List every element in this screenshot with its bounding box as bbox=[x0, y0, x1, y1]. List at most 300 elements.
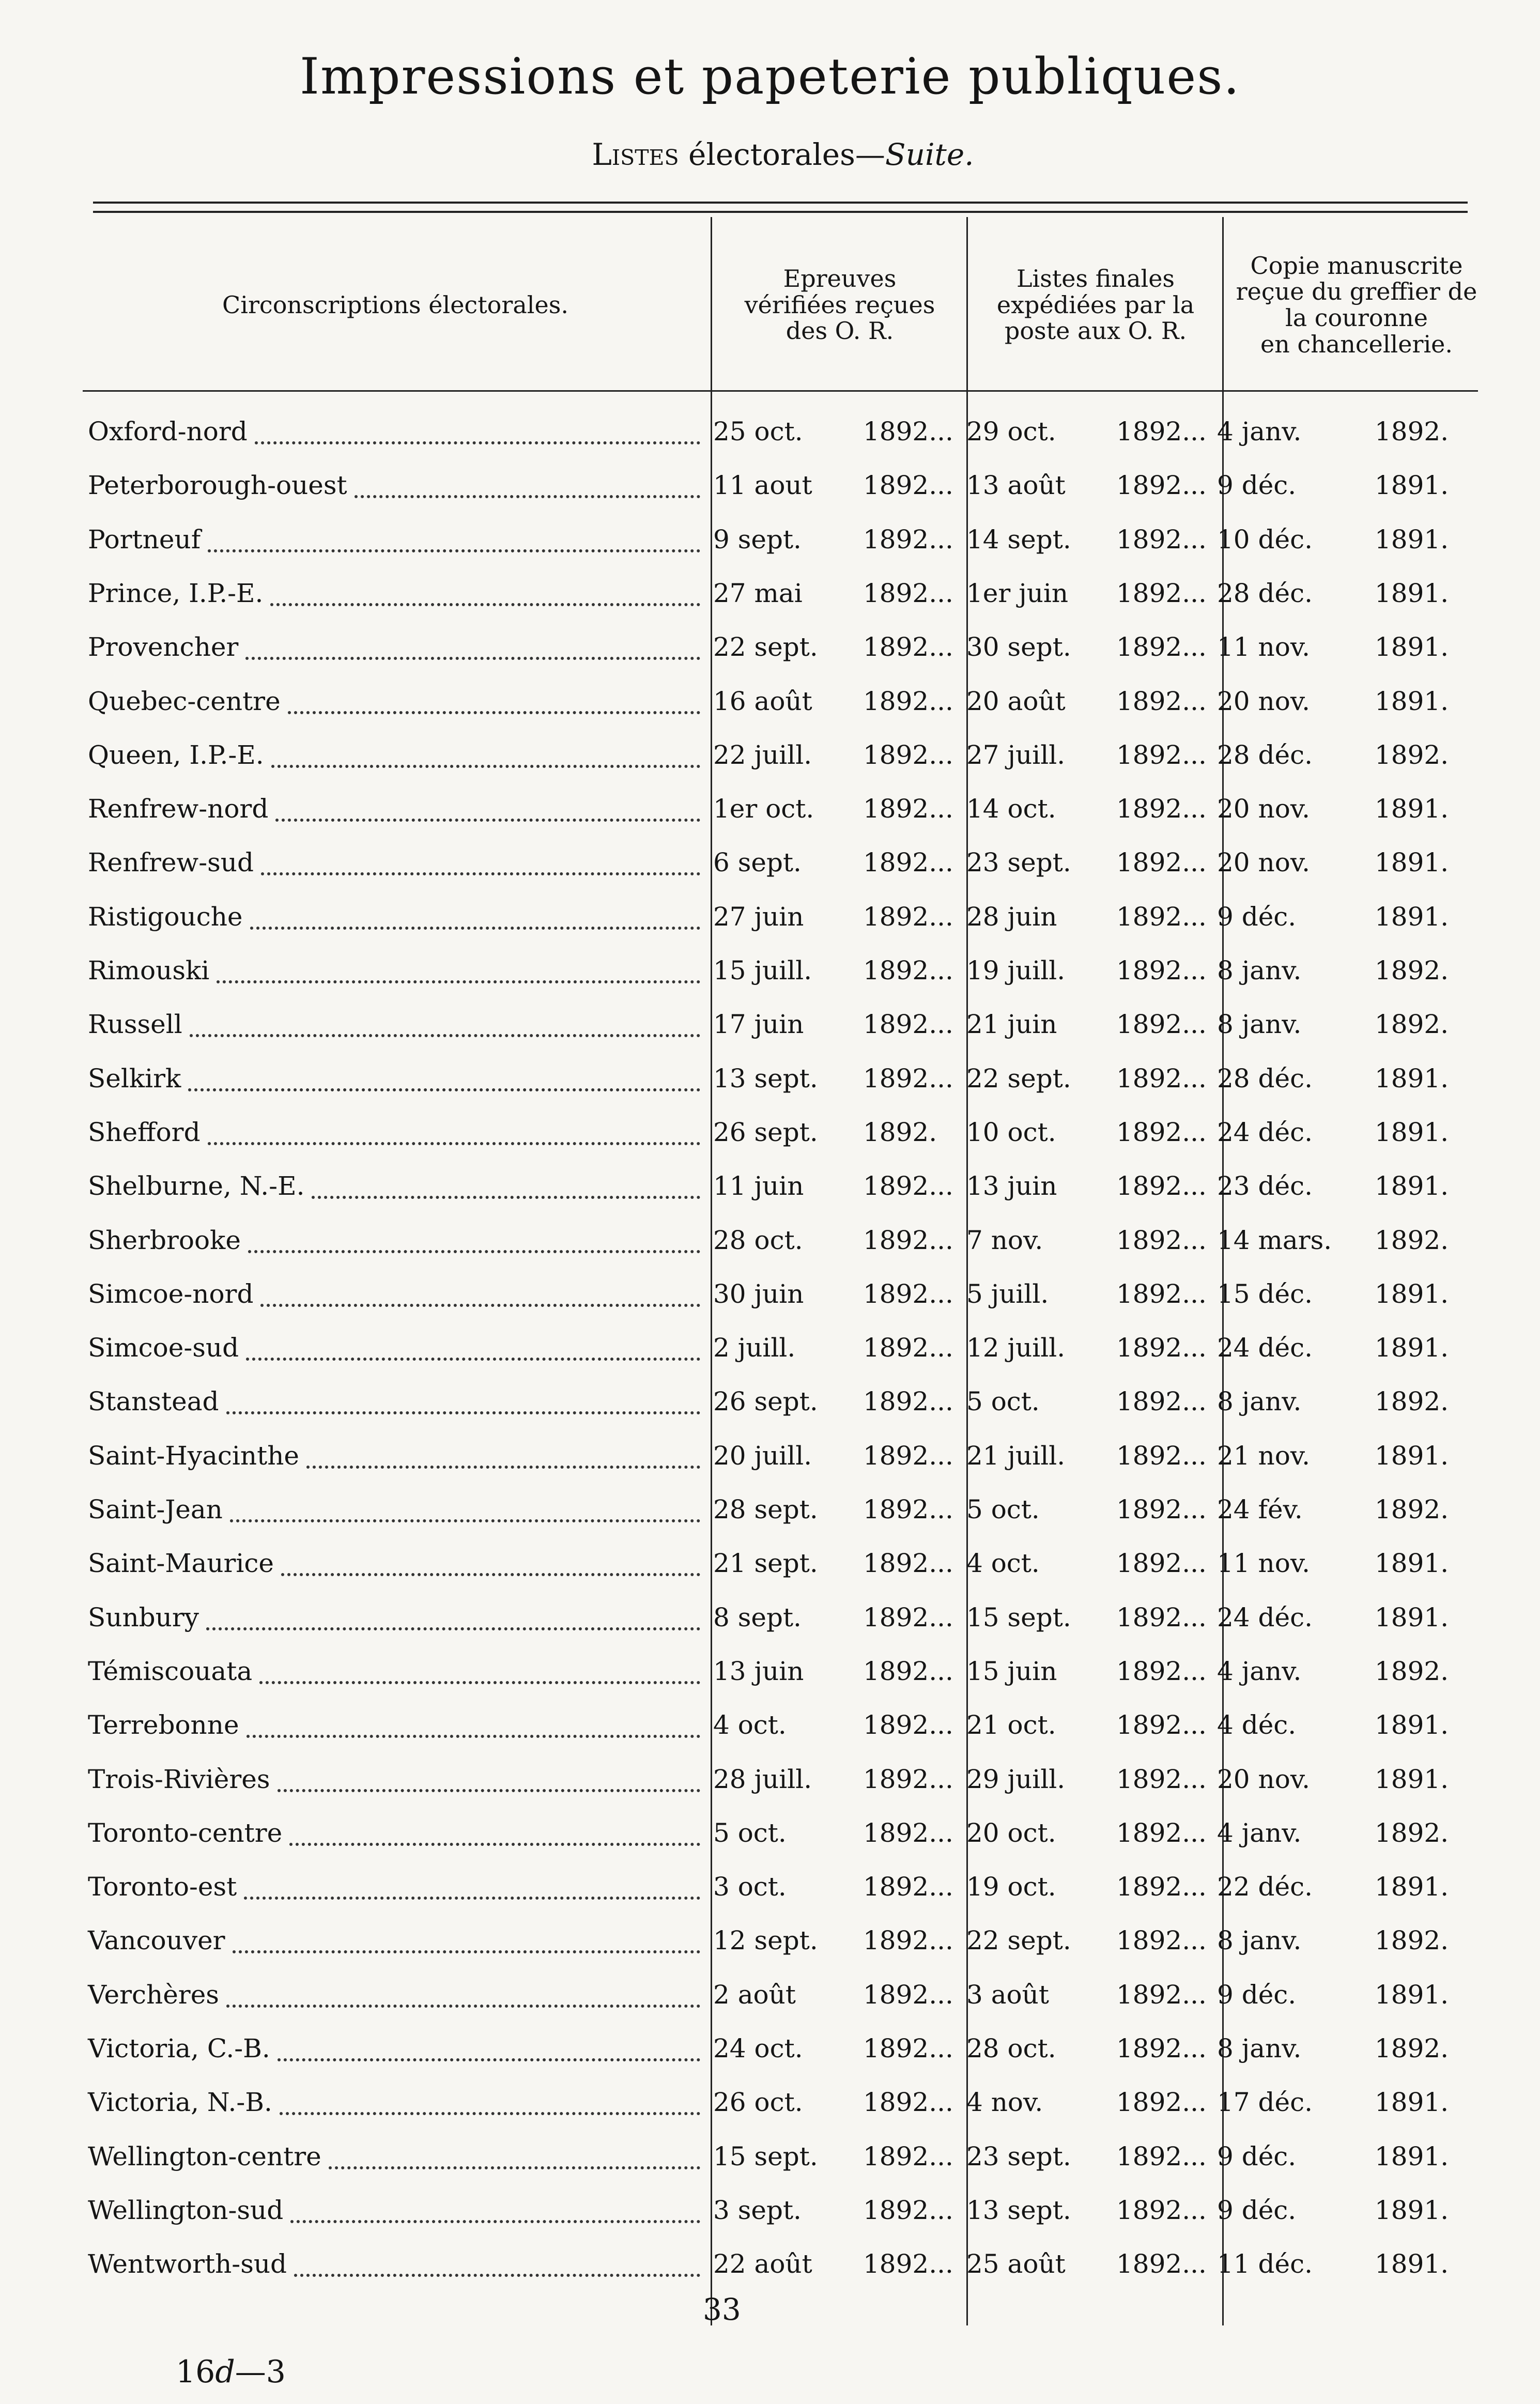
proofs-date: 15 juill. bbox=[713, 956, 812, 985]
manuscript-year: 1891. bbox=[1375, 901, 1449, 932]
proofs-date: 28 juill. bbox=[713, 1764, 812, 1794]
proofs-year: 1892... bbox=[863, 470, 953, 501]
table-row bbox=[67, 1648, 1462, 1702]
final-lists-date: 5 juill. bbox=[966, 1278, 1049, 1309]
subtitle-italic: Suite. bbox=[885, 137, 974, 172]
constituency-name: Peterborough-ouest bbox=[88, 470, 347, 501]
final-lists-year: 1892... bbox=[1116, 2249, 1207, 2279]
constituency-name: Toronto-est bbox=[88, 1872, 237, 1902]
final-lists-date: 13 août bbox=[966, 470, 1066, 501]
manuscript-date: 23 déc. bbox=[1217, 1171, 1313, 1201]
manuscript-date: 28 déc. bbox=[1217, 1063, 1313, 1093]
final-lists-date: 10 oct. bbox=[966, 1117, 1056, 1147]
table-row bbox=[67, 839, 1462, 893]
manuscript-date: 8 janv. bbox=[1217, 1009, 1302, 1040]
final-lists-year: 1892... bbox=[1116, 524, 1207, 554]
constituency-name: Sunbury bbox=[88, 1602, 199, 1632]
dot-leader bbox=[278, 1786, 700, 1792]
constituency-name: Wellington-centre bbox=[88, 2141, 321, 2171]
constituency-name: Victoria, N.-B. bbox=[88, 2087, 272, 2118]
table-row bbox=[67, 732, 1462, 785]
proofs-year: 1892... bbox=[863, 2141, 953, 2171]
final-lists-date: 15 juin bbox=[966, 1656, 1057, 1686]
constituency-name: Portneuf bbox=[88, 524, 201, 554]
table-row bbox=[67, 1432, 1462, 1486]
proofs-date: 15 sept. bbox=[713, 2141, 818, 2171]
dot-leader bbox=[290, 2217, 700, 2223]
manuscript-date: 22 déc. bbox=[1217, 1872, 1313, 1902]
table-row bbox=[67, 1540, 1462, 1594]
constituency-name: Russell bbox=[88, 1009, 182, 1040]
final-lists-year: 1892... bbox=[1116, 578, 1207, 608]
final-lists-year: 1892... bbox=[1116, 1979, 1207, 2010]
constituency-name: Saint-Maurice bbox=[88, 1548, 274, 1579]
manuscript-year: 1891. bbox=[1375, 1710, 1449, 1740]
proofs-year: 1892... bbox=[863, 1225, 953, 1255]
manuscript-date: 20 nov. bbox=[1217, 1764, 1311, 1794]
subtitle-smallcaps: Listes bbox=[592, 137, 679, 172]
manuscript-year: 1892. bbox=[1375, 417, 1449, 446]
manuscript-year: 1891. bbox=[1375, 1063, 1449, 1093]
proofs-date: 3 sept. bbox=[713, 2195, 802, 2225]
proofs-date: 4 oct. bbox=[713, 1710, 787, 1740]
proofs-year: 1892... bbox=[863, 1494, 953, 1524]
dot-leader bbox=[329, 2163, 700, 2169]
manuscript-year: 1892. bbox=[1375, 1925, 1449, 1956]
proofs-date: 20 juill. bbox=[713, 1440, 812, 1471]
final-lists-date: 5 oct. bbox=[966, 1386, 1040, 1417]
table-row bbox=[67, 1217, 1462, 1271]
proofs-date: 27 mai bbox=[713, 578, 803, 608]
manuscript-year: 1891. bbox=[1375, 1979, 1449, 2010]
final-lists-date: 20 oct. bbox=[966, 1817, 1056, 1848]
manuscript-date: 8 janv. bbox=[1217, 1925, 1302, 1956]
manuscript-date: 9 déc. bbox=[1217, 1979, 1297, 2010]
constituency-name: Selkirk bbox=[88, 1063, 181, 1093]
final-lists-date: 4 oct. bbox=[966, 1548, 1040, 1579]
proofs-date: 24 oct. bbox=[713, 2033, 803, 2063]
proofs-date: 11 juin bbox=[713, 1171, 804, 1201]
proofs-date: 26 sept. bbox=[713, 1386, 818, 1417]
table-row bbox=[67, 947, 1462, 1001]
manuscript-year: 1892. bbox=[1375, 956, 1449, 985]
final-lists-date: 21 juin bbox=[966, 1009, 1057, 1040]
proofs-year: 1892... bbox=[863, 901, 953, 932]
proofs-date: 13 juin bbox=[713, 1656, 804, 1686]
proofs-date: 21 sept. bbox=[713, 1548, 818, 1579]
header-circonscriptions: Circonscriptions électorales. bbox=[222, 290, 568, 319]
proofs-year: 1892... bbox=[863, 417, 953, 446]
manuscript-year: 1891. bbox=[1375, 1278, 1449, 1309]
dot-leader bbox=[226, 1408, 700, 1414]
final-lists-date: 15 sept. bbox=[966, 1602, 1071, 1632]
final-lists-date: 19 juill. bbox=[966, 956, 1066, 985]
manuscript-date: 24 déc. bbox=[1217, 1117, 1313, 1147]
dot-leader bbox=[294, 2271, 700, 2277]
final-lists-year: 1892... bbox=[1116, 1117, 1207, 1147]
manuscript-year: 1891. bbox=[1375, 1171, 1449, 1201]
manuscript-year: 1892. bbox=[1375, 1656, 1449, 1686]
dot-leader bbox=[306, 1462, 700, 1469]
constituency-name: Shelburne, N.-E. bbox=[88, 1171, 305, 1201]
table-row bbox=[67, 1001, 1462, 1055]
proofs-year: 1892... bbox=[863, 632, 953, 662]
proofs-date: 1er oct. bbox=[713, 794, 814, 824]
constituency-name: Queen, I.P.-E. bbox=[88, 739, 264, 770]
proofs-year: 1892... bbox=[863, 1063, 953, 1093]
manuscript-year: 1891. bbox=[1375, 1872, 1449, 1902]
table-row bbox=[67, 1594, 1462, 1648]
proofs-year: 1892... bbox=[863, 1872, 953, 1902]
proofs-date: 26 sept. bbox=[713, 1117, 818, 1147]
table-row bbox=[67, 1702, 1462, 1755]
manuscript-year: 1892. bbox=[1375, 1386, 1449, 1417]
dot-leader bbox=[250, 923, 700, 930]
manuscript-year: 1892. bbox=[1375, 1494, 1449, 1524]
final-lists-year: 1892... bbox=[1116, 2141, 1207, 2171]
table-row bbox=[67, 1378, 1462, 1432]
final-lists-date: 21 oct. bbox=[966, 1710, 1056, 1740]
manuscript-year: 1892. bbox=[1375, 2033, 1449, 2063]
constituency-name: Rimouski bbox=[88, 956, 210, 985]
manuscript-date: 4 janv. bbox=[1217, 1817, 1302, 1848]
final-lists-date: 30 sept. bbox=[966, 632, 1071, 662]
manuscript-date: 4 janv. bbox=[1217, 417, 1302, 446]
manuscript-year: 1891. bbox=[1375, 1117, 1449, 1147]
manuscript-date: 9 déc. bbox=[1217, 470, 1297, 501]
final-lists-year: 1892... bbox=[1116, 1872, 1207, 1902]
dot-leader bbox=[255, 438, 700, 444]
dot-leader bbox=[270, 600, 700, 606]
constituency-name: Simcoe-sud bbox=[88, 1333, 239, 1363]
table-row bbox=[67, 2187, 1462, 2241]
dot-leader bbox=[275, 815, 700, 822]
manuscript-year: 1891. bbox=[1375, 524, 1449, 554]
constituency-name: Quebec-centre bbox=[88, 686, 281, 716]
header-copie-manuscrite: Copie manuscrite reçue du greffier de la couronne en chancellerie. bbox=[1236, 251, 1477, 358]
final-lists-year: 1892... bbox=[1116, 794, 1207, 824]
final-lists-date: 28 juin bbox=[966, 901, 1057, 932]
proofs-year: 1892... bbox=[863, 686, 953, 716]
manuscript-date: 14 mars. bbox=[1217, 1225, 1332, 1255]
dot-leader bbox=[246, 1354, 700, 1361]
final-lists-year: 1892... bbox=[1116, 901, 1207, 932]
manuscript-date: 9 déc. bbox=[1217, 2141, 1297, 2171]
footer-document-ref bbox=[176, 2354, 286, 2390]
final-lists-year: 1892... bbox=[1116, 2195, 1207, 2225]
proofs-date: 16 août bbox=[713, 686, 812, 716]
constituency-name: Renfrew-sud bbox=[88, 847, 254, 878]
final-lists-date: 14 oct. bbox=[966, 794, 1056, 824]
final-lists-date: 4 nov. bbox=[966, 2087, 1043, 2118]
table-row bbox=[67, 1756, 1462, 1810]
dot-leader bbox=[245, 654, 700, 660]
manuscript-year: 1892. bbox=[1375, 1817, 1449, 1848]
manuscript-date: 8 janv. bbox=[1217, 1386, 1302, 1417]
final-lists-year: 1892... bbox=[1116, 1440, 1207, 1471]
final-lists-date: 19 oct. bbox=[966, 1872, 1056, 1902]
constituency-name: Sherbrooke bbox=[88, 1225, 241, 1255]
footer-ref-letter: d bbox=[215, 2354, 235, 2390]
final-lists-year: 1892... bbox=[1116, 1494, 1207, 1524]
final-lists-date: 13 juin bbox=[966, 1171, 1057, 1201]
proofs-date: 8 sept. bbox=[713, 1602, 802, 1632]
final-lists-date: 5 oct. bbox=[966, 1494, 1040, 1524]
proofs-date: 13 sept. bbox=[713, 1063, 818, 1093]
proofs-date: 28 oct. bbox=[713, 1225, 803, 1255]
dot-leader bbox=[226, 2001, 700, 2008]
dot-leader bbox=[188, 1085, 700, 1091]
manuscript-date: 8 janv. bbox=[1217, 2033, 1302, 2063]
constituency-name: Wentworth-sud bbox=[88, 2249, 287, 2279]
manuscript-date: 4 janv. bbox=[1217, 1656, 1302, 1686]
manuscript-date: 21 nov. bbox=[1217, 1440, 1311, 1471]
constituency-name: Trois-Rivières bbox=[88, 1764, 270, 1794]
final-lists-date: 22 sept. bbox=[966, 1925, 1071, 1956]
manuscript-date: 11 nov. bbox=[1217, 632, 1311, 662]
final-lists-year: 1892... bbox=[1116, 1602, 1207, 1632]
proofs-date: 28 sept. bbox=[713, 1494, 818, 1524]
constituency-name: Renfrew-nord bbox=[88, 794, 269, 824]
manuscript-date: 28 déc. bbox=[1217, 739, 1313, 770]
constituency-name: Prince, I.P.-E. bbox=[88, 578, 264, 608]
manuscript-year: 1892. bbox=[1375, 1009, 1449, 1040]
proofs-year: 1892... bbox=[863, 2087, 953, 2118]
header-double-rule bbox=[93, 202, 1468, 213]
proofs-year: 1892... bbox=[863, 1386, 953, 1417]
table-row bbox=[67, 2133, 1462, 2187]
proofs-year: 1892... bbox=[863, 1548, 953, 1579]
manuscript-year: 1891. bbox=[1375, 1440, 1449, 1471]
manuscript-date: 11 nov. bbox=[1217, 1548, 1311, 1579]
proofs-year: 1892... bbox=[863, 524, 953, 554]
manuscript-year: 1891. bbox=[1375, 2141, 1449, 2171]
table-row bbox=[67, 2079, 1462, 2133]
final-lists-year: 1892... bbox=[1116, 1764, 1207, 1794]
table-row bbox=[67, 785, 1462, 839]
final-lists-date: 25 août bbox=[966, 2249, 1066, 2279]
manuscript-year: 1891. bbox=[1375, 578, 1449, 608]
dot-leader bbox=[230, 1516, 700, 1522]
manuscript-date: 17 déc. bbox=[1217, 2087, 1313, 2118]
final-lists-year: 1892... bbox=[1116, 1278, 1207, 1309]
manuscript-date: 9 déc. bbox=[1217, 2195, 1297, 2225]
final-lists-year: 1892... bbox=[1116, 739, 1207, 770]
manuscript-year: 1892. bbox=[1375, 739, 1449, 770]
proofs-date: 22 août bbox=[713, 2249, 812, 2279]
final-lists-year: 1892... bbox=[1116, 1817, 1207, 1848]
final-lists-date: 22 sept. bbox=[966, 1063, 1071, 1093]
constituency-name: Témiscouata bbox=[88, 1656, 253, 1686]
manuscript-year: 1891. bbox=[1375, 1602, 1449, 1632]
table-row bbox=[67, 408, 1462, 462]
manuscript-date: 24 déc. bbox=[1217, 1333, 1313, 1363]
proofs-year: 1892... bbox=[863, 1979, 953, 2010]
final-lists-date: 29 juill. bbox=[966, 1764, 1066, 1794]
proofs-year: 1892... bbox=[863, 739, 953, 770]
dot-leader bbox=[289, 1840, 700, 1846]
proofs-year: 1892... bbox=[863, 956, 953, 985]
table-row bbox=[67, 516, 1462, 570]
manuscript-year: 1891. bbox=[1375, 1333, 1449, 1363]
dot-leader bbox=[260, 1301, 700, 1307]
proofs-date: 12 sept. bbox=[713, 1925, 818, 1956]
manuscript-date: 10 déc. bbox=[1217, 524, 1313, 554]
constituency-name: Terrebonne bbox=[88, 1710, 239, 1740]
table-row bbox=[67, 893, 1462, 947]
manuscript-year: 1891. bbox=[1375, 1764, 1449, 1794]
proofs-date: 30 juin bbox=[713, 1278, 804, 1309]
proofs-date: 2 août bbox=[713, 1979, 796, 2010]
proofs-year: 1892... bbox=[863, 1171, 953, 1201]
final-lists-year: 1892... bbox=[1116, 632, 1207, 662]
constituency-name: Provencher bbox=[88, 632, 239, 662]
proofs-year: 1892... bbox=[863, 2195, 953, 2225]
final-lists-year: 1892... bbox=[1116, 847, 1207, 878]
proofs-year: 1892... bbox=[863, 2249, 953, 2279]
manuscript-date: 28 déc. bbox=[1217, 578, 1313, 608]
proofs-date: 3 oct. bbox=[713, 1872, 787, 1902]
final-lists-year: 1892... bbox=[1116, 1548, 1207, 1579]
proofs-year: 1892. bbox=[863, 1117, 937, 1147]
final-lists-year: 1892... bbox=[1116, 1171, 1207, 1201]
proofs-date: 26 oct. bbox=[713, 2087, 803, 2118]
constituency-name: Saint-Hyacinthe bbox=[88, 1440, 299, 1471]
manuscript-year: 1891. bbox=[1375, 794, 1449, 824]
constituency-name: Toronto-centre bbox=[88, 1817, 283, 1848]
manuscript-date: 24 déc. bbox=[1217, 1602, 1313, 1632]
final-lists-date: 29 oct. bbox=[966, 417, 1056, 446]
manuscript-year: 1891. bbox=[1375, 2249, 1449, 2279]
table-row bbox=[67, 1971, 1462, 2025]
table-row bbox=[67, 624, 1462, 677]
manuscript-date: 20 nov. bbox=[1217, 794, 1311, 824]
proofs-date: 17 juin bbox=[713, 1009, 804, 1040]
final-lists-year: 1892... bbox=[1116, 1063, 1207, 1093]
final-lists-date: 1er juin bbox=[966, 578, 1069, 608]
proofs-year: 1892... bbox=[863, 1656, 953, 1686]
final-lists-year: 1892... bbox=[1116, 2087, 1207, 2118]
header-bottom-rule bbox=[83, 390, 1478, 392]
final-lists-year: 1892... bbox=[1116, 2033, 1207, 2063]
final-lists-year: 1892... bbox=[1116, 1925, 1207, 1956]
proofs-year: 1892... bbox=[863, 1278, 953, 1309]
manuscript-year: 1891. bbox=[1375, 1548, 1449, 1579]
proofs-date: 5 oct. bbox=[713, 1817, 787, 1848]
final-lists-year: 1892... bbox=[1116, 1333, 1207, 1363]
final-lists-date: 21 juill. bbox=[966, 1440, 1066, 1471]
proofs-year: 1892... bbox=[863, 578, 953, 608]
dot-leader bbox=[312, 1193, 700, 1199]
table-row bbox=[67, 2025, 1462, 2079]
final-lists-year: 1892... bbox=[1116, 470, 1207, 501]
table-row bbox=[67, 1863, 1462, 1917]
table-row bbox=[67, 1917, 1462, 1971]
proofs-date: 11 aout bbox=[713, 470, 812, 501]
constituency-name: Ristigouche bbox=[88, 901, 243, 932]
proofs-year: 1892... bbox=[863, 1333, 953, 1363]
dot-leader bbox=[281, 1570, 700, 1576]
final-lists-date: 20 août bbox=[966, 686, 1066, 716]
final-lists-date: 3 août bbox=[966, 1979, 1049, 2010]
proofs-date: 9 sept. bbox=[713, 524, 802, 554]
final-lists-date: 13 sept. bbox=[966, 2195, 1071, 2225]
dot-leader bbox=[247, 1732, 700, 1738]
proofs-date: 22 sept. bbox=[713, 632, 818, 662]
constituency-name: Simcoe-nord bbox=[88, 1278, 254, 1309]
proofs-date: 25 oct. bbox=[713, 417, 803, 446]
constituency-name: Verchères bbox=[88, 1979, 219, 2010]
final-lists-date: 28 oct. bbox=[966, 2033, 1056, 2063]
constituency-name: Oxford-nord bbox=[88, 417, 248, 446]
manuscript-year: 1891. bbox=[1375, 470, 1449, 501]
proofs-year: 1892... bbox=[863, 847, 953, 878]
table-row bbox=[67, 2241, 1462, 2294]
proofs-date: 22 juill. bbox=[713, 739, 812, 770]
proofs-year: 1892... bbox=[863, 1764, 953, 1794]
footer-ref-suffix: —3 bbox=[235, 2354, 286, 2390]
final-lists-date: 14 sept. bbox=[966, 524, 1071, 554]
final-lists-date: 27 juill. bbox=[966, 739, 1066, 770]
dot-leader bbox=[278, 2055, 700, 2061]
table-row bbox=[67, 462, 1462, 516]
dot-leader bbox=[208, 1139, 700, 1145]
manuscript-date: 24 fév. bbox=[1217, 1494, 1303, 1524]
final-lists-year: 1892... bbox=[1116, 1710, 1207, 1740]
dot-leader bbox=[244, 1893, 700, 1900]
final-lists-date: 23 sept. bbox=[966, 2141, 1071, 2171]
footer-ref-number: 16 bbox=[176, 2354, 215, 2390]
dot-leader bbox=[271, 762, 700, 768]
table-row bbox=[67, 1109, 1462, 1163]
subtitle-main: électorales— bbox=[679, 137, 885, 172]
proofs-date: 6 sept. bbox=[713, 847, 802, 878]
header-epreuves: Epreuves vérifiées reçues des O. R. bbox=[744, 265, 935, 345]
table-row bbox=[67, 1324, 1462, 1378]
manuscript-date: 11 déc. bbox=[1217, 2249, 1313, 2279]
dot-leader bbox=[208, 546, 700, 552]
proofs-year: 1892... bbox=[863, 1440, 953, 1471]
final-lists-date: 12 juill. bbox=[966, 1333, 1066, 1363]
proofs-date: 27 juin bbox=[713, 901, 804, 932]
table-row bbox=[67, 1810, 1462, 1863]
dot-leader bbox=[217, 977, 700, 983]
manuscript-year: 1891. bbox=[1375, 847, 1449, 878]
dot-leader bbox=[261, 869, 700, 875]
table-row bbox=[67, 1271, 1462, 1324]
proofs-year: 1892... bbox=[863, 2033, 953, 2063]
manuscript-date: 20 nov. bbox=[1217, 686, 1311, 716]
header-listes-finales: Listes finales expédiées par la poste aux O. R. bbox=[996, 265, 1195, 345]
manuscript-year: 1891. bbox=[1375, 686, 1449, 716]
manuscript-year: 1892. bbox=[1375, 1225, 1449, 1255]
manuscript-date: 15 déc. bbox=[1217, 1278, 1313, 1309]
dot-leader bbox=[355, 492, 700, 498]
manuscript-date: 4 déc. bbox=[1217, 1710, 1297, 1740]
proofs-year: 1892... bbox=[863, 1602, 953, 1632]
constituency-name: Victoria, C.-B. bbox=[88, 2033, 270, 2063]
constituency-name: Wellington-sud bbox=[88, 2195, 284, 2225]
proofs-year: 1892... bbox=[863, 1817, 953, 1848]
proofs-year: 1892... bbox=[863, 794, 953, 824]
table-row bbox=[67, 1486, 1462, 1540]
proofs-year: 1892... bbox=[863, 1009, 953, 1040]
dot-leader bbox=[233, 1947, 700, 1953]
table-row bbox=[67, 570, 1462, 624]
table-row bbox=[67, 1055, 1462, 1109]
page-title: Impressions et papeterie publiques. bbox=[300, 48, 1240, 105]
final-lists-year: 1892... bbox=[1116, 1009, 1207, 1040]
